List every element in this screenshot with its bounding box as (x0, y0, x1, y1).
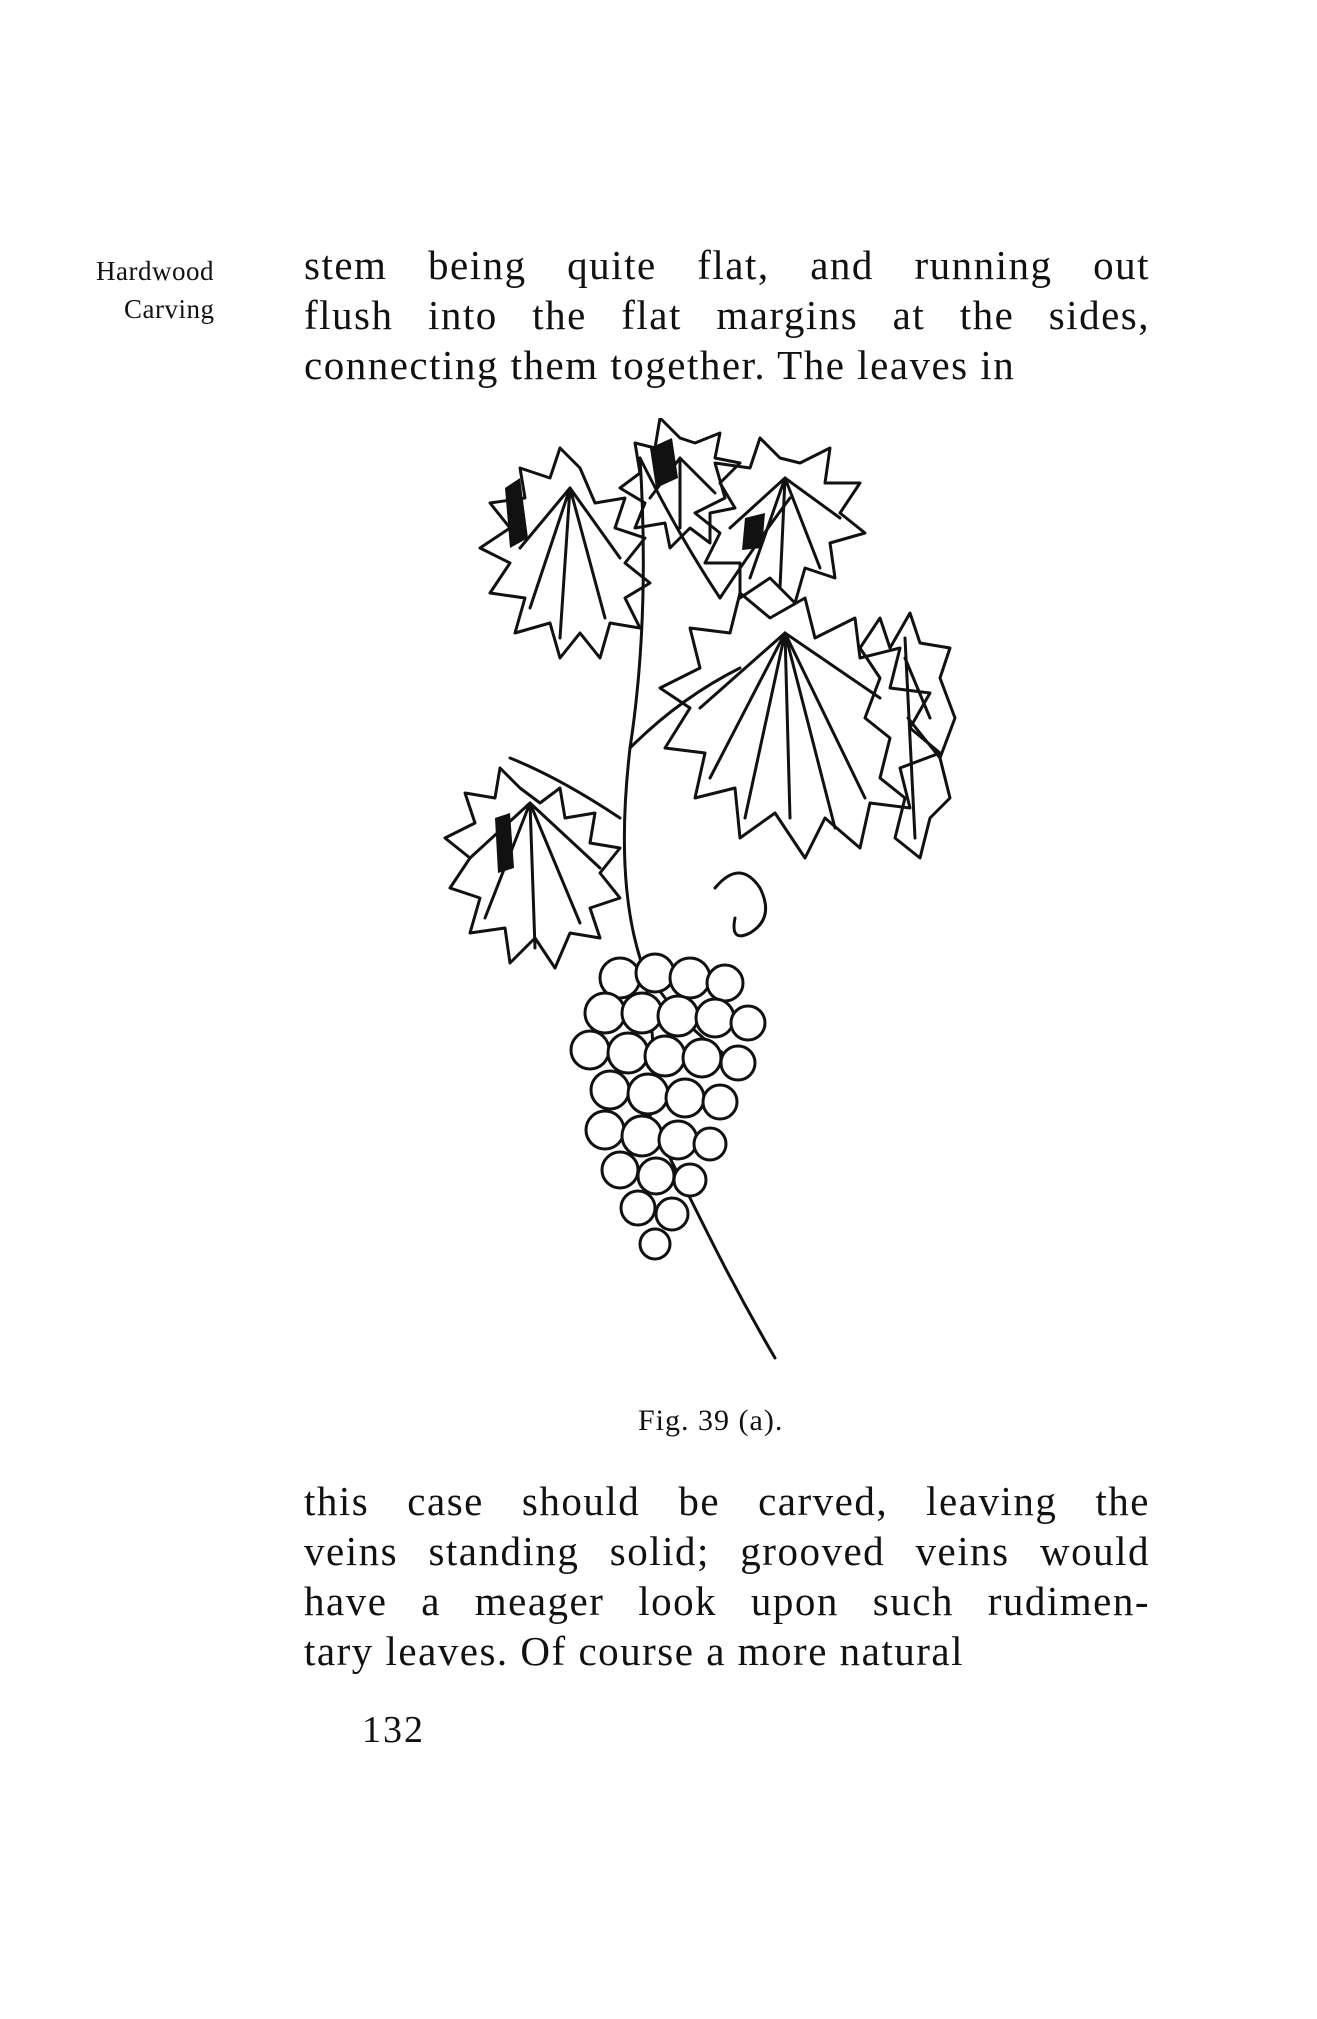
text-line: have a meager look upon such rudimen- (304, 1578, 1150, 1624)
text-line: veins standing solid; grooved veins would (304, 1528, 1150, 1574)
running-head (96, 252, 276, 328)
figure-caption: Fig. 39 (a). (638, 1404, 784, 1437)
running-head-line-1: Hardwood (96, 256, 214, 286)
text-line: this case should be carved, leaving the (304, 1478, 1150, 1524)
text-line: connecting them together. The leaves in (304, 342, 1016, 388)
text-line: flush into the flat margins at the sides, (304, 292, 1150, 338)
page-number: 132 (362, 1709, 425, 1751)
grape-cluster (571, 954, 765, 1259)
leaf-tendril (715, 873, 766, 936)
body-text-upper (304, 240, 1150, 390)
running-head-line-2: Carving (124, 294, 215, 324)
text-line: tary leaves. Of course a more natural (304, 1628, 964, 1674)
grapevine-illustration (410, 418, 1010, 1378)
text-line: stem being quite flat, and running out (304, 242, 1150, 288)
body-text-lower (304, 1476, 1150, 1676)
grapevine-drawing (410, 418, 1010, 1378)
leaf-far-right (860, 613, 955, 858)
